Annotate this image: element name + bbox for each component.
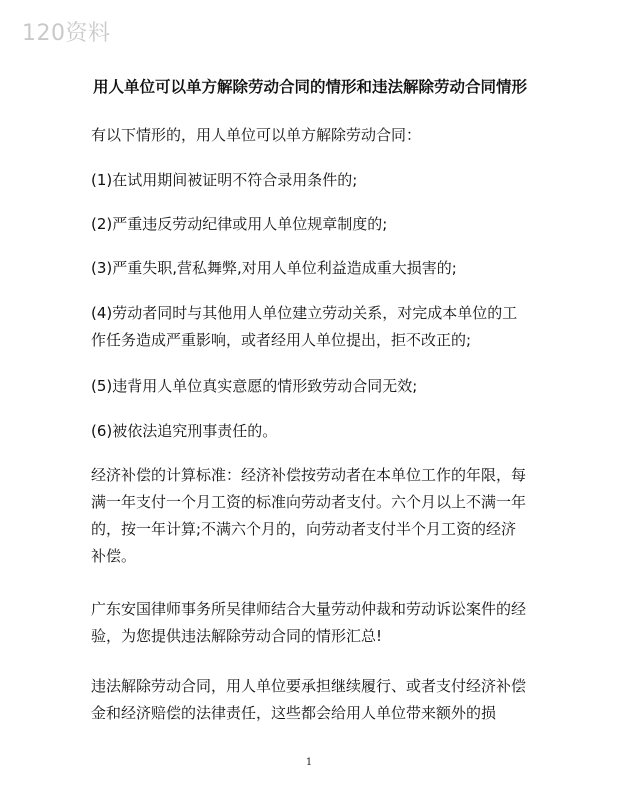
list-item-5: (5)违背用人单位真实意愿的情形致劳动合同无效;: [91, 377, 418, 395]
law-firm-paragraph: 广东安国律师事务所吴律师结合大量劳动仲裁和劳动诉讼案件的经验，为您提供违法解除劳动合同的情形汇总!: [91, 600, 527, 645]
illegal-termination-paragraph: 违法解除劳动合同，用人单位要承担继续履行、或者支付经济补偿金和经济赔偿的法律责任，这些都会给用人单位带来额外的损: [91, 677, 527, 722]
list-item-1: (1)在试用期间被证明不符合录用条件的;: [91, 171, 358, 189]
compensation-paragraph: 经济补偿的计算标准：经济补偿按劳动者在本单位工作的年限，每满一年支付一个月工资的标准向劳动者支付。六个月以上不满一年的，按一年计算;不满六个月的，向劳动者支付半个月工资的经济补偿。: [91, 466, 527, 565]
list-item-2: (2)严重违反劳动纪律或用人单位规章制度的;: [91, 215, 388, 233]
list-item-4: (4)劳动者同时与其他用人单位建立劳动关系，对完成本单位的工作任务造成严重影响，或者经用人单位提出，拒不改正的;: [91, 304, 518, 349]
list-item-6: (6)被依法追究刑事责任的。: [91, 422, 278, 440]
watermark: 120资料: [22, 21, 111, 46]
intro-paragraph: 有以下情形的，用人单位可以单方解除劳动合同：: [91, 126, 422, 144]
list-item-3: (3)严重失职,营私舞弊,对用人单位利益造成重大损害的;: [91, 259, 457, 277]
page-number: 1: [305, 757, 313, 768]
document-title: 用人单位可以单方解除劳动合同的情形和违法解除劳动合同情形: [92, 77, 527, 96]
